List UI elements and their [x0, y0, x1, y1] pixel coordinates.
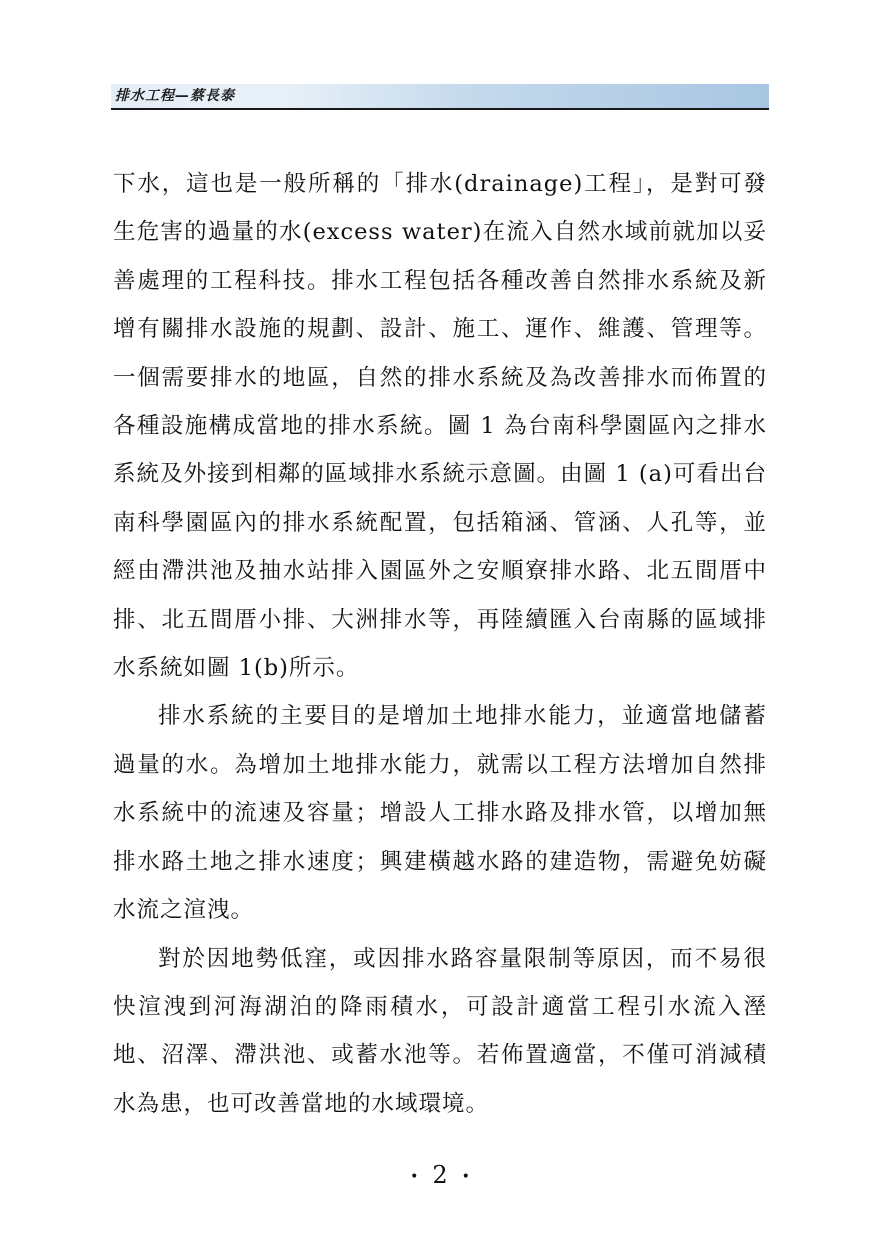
paragraph-continued: 下水，這也是一般所稱的「排水(drainage)工程」，是對可發生危害的過量的水(excess water)在流入自然水域前就加以妥善處理的工程科技。排水工程包括各種改善自然排水系統及新增有關排水設施的規劃、設計、施工、運作、維護、管理等。一個需要排水的地區，自然的排水系統及為改善排水而佈置的各種設施構成當地的排水系統。圖 1 為台南科學園區內之排水系統及外接到相鄰的區域排水系統示意圖。由圖 1 (a)可看出台南科學園區內的排水系統配置，包括箱涵、管涵、人孔等，並經由滯洪池及抽水站排入園區外之安順寮排水路、北五間厝中排、北五間厝小排、大洲排水等，再陸續匯入台南縣的區域排水系統如圖 1(b)所示。	[113, 171, 767, 682]
paragraph: 排水系統的主要目的是增加土地排水能力，並適當地儲蓄過量的水。為增加土地排水能力，就需以工程方法增加自然排水系統中的流速及容量；增設人工排水路及排水管，以增加無排水路土地之排水速度；興建橫越水路的建造物，需避免妨礙水流之渲洩。	[113, 703, 767, 924]
footer-left-mark: •	[410, 1168, 419, 1185]
page-number: 2	[432, 1161, 448, 1189]
page-footer	[0, 1160, 880, 1192]
header-rule	[111, 108, 769, 110]
header-title: 排水工程—蔡長泰	[115, 88, 235, 104]
body-text	[113, 160, 767, 1128]
paragraph: 對於因地勢低窪，或因排水路容量限制等原因，而不易很快渲洩到河海湖泊的降雨積水，可設計適當工程引水流入溼地、沼澤、滯洪池、或蓄水池等。若佈置適當，不僅可消減積水為患，也可改善當地的水域環境。	[113, 945, 767, 1117]
running-header	[111, 84, 769, 108]
footer-right-mark: •	[461, 1168, 470, 1185]
